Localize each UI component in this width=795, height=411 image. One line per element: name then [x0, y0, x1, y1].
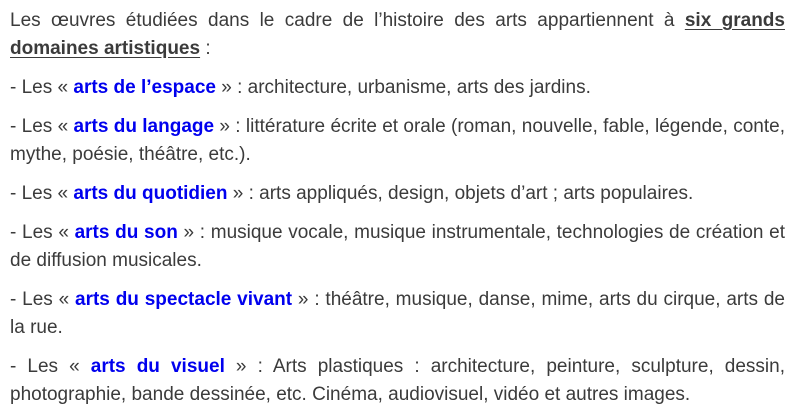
- domain-term: arts du spectacle vivant: [75, 289, 293, 310]
- intro-paragraph: [10, 7, 785, 63]
- domain-paragraph-langage: [10, 113, 785, 169]
- intro-tail: :: [200, 38, 211, 59]
- domain-term: arts du visuel: [90, 356, 225, 377]
- domain-description: » : arts appliqués, design, objets d’art ; arts populaires.: [227, 183, 694, 204]
- domain-paragraph-spectacle-vivant: [10, 286, 785, 342]
- domain-prefix: - Les «: [10, 356, 91, 377]
- domain-description: » : musique vocale, musique instrumentale, technologies de création et de diffusion musicales.: [10, 222, 785, 271]
- domain-prefix: - Les «: [10, 116, 74, 137]
- domain-paragraph-son: [10, 219, 785, 275]
- domain-term: arts du langage: [73, 116, 215, 137]
- domain-description: » : littérature écrite et orale (roman, nouvelle, fable, légende, conte, mythe, poésie, théâtre, etc.).: [10, 116, 785, 165]
- domain-paragraph-quotidien: [10, 180, 785, 208]
- domain-description: » : architecture, urbanisme, arts des jardins.: [215, 77, 591, 98]
- domain-term: arts du quotidien: [73, 183, 228, 204]
- domain-description: » : Arts plastiques : architecture, peinture, sculpture, dessin, photographie, bande dessinée, etc. Cinéma, audiovisuel, vidéo et autres images.: [10, 356, 786, 405]
- domain-term: arts de l’espace: [73, 77, 216, 98]
- domain-prefix: - Les «: [10, 222, 75, 243]
- domain-prefix: - Les «: [10, 183, 74, 204]
- intro-emphasis: six grands domaines artistiques: [10, 10, 785, 59]
- domain-paragraph-espace: [10, 74, 785, 102]
- domain-term: arts du son: [74, 222, 178, 243]
- domain-paragraph-visuel: [10, 353, 785, 409]
- domain-prefix: - Les «: [10, 289, 76, 310]
- intro-lead: Les œuvres étudiées dans le cadre de l’histoire des arts appartiennent à: [10, 10, 685, 31]
- domain-prefix: - Les «: [10, 77, 74, 98]
- domain-description: » : théâtre, musique, danse, mime, arts du cirque, arts de la rue.: [10, 289, 785, 338]
